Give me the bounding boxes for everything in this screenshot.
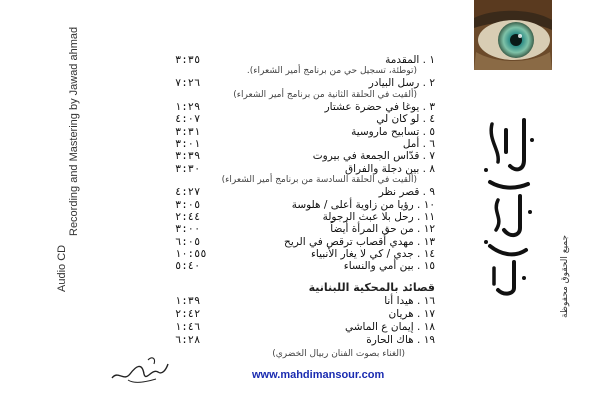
track-note: (ألقيت في الحلقة الثانية من برنامج أمير الشعراء) [233, 89, 417, 100]
track-duration: ٥:٤٠ [175, 260, 201, 273]
track-row [175, 77, 435, 89]
eye-artwork [474, 0, 552, 70]
track-row [175, 101, 435, 113]
track-title: ١٥ . بين أمي والنساء [343, 260, 435, 273]
track-row [175, 199, 435, 211]
track-duration: ١:٣٩ [175, 294, 201, 307]
track-duration: ٧:٢٦ [175, 77, 201, 90]
track-row [175, 260, 435, 272]
track-title: ٣ . يوغا في حضرة عشتار [324, 100, 435, 113]
track-note: (ألقيت في الحلقة السادسة من برنامج أمير الشعراء) [221, 175, 417, 186]
track-title: ٧ . قدّاس الجمعة في بيروت [312, 150, 435, 163]
track-duration: ٣:٣٠ [175, 162, 201, 175]
track-row [175, 295, 435, 308]
track-duration: ٣:٠٠ [175, 223, 201, 236]
track-note: (توطئة، تسجيل حي من برنامج أمير الشعراء). [246, 66, 417, 77]
spine-credit: Recording and Mastering by Jawad ahmad [68, 26, 80, 236]
track-list [175, 54, 435, 359]
track-title: ٢ . رسل البيادر [368, 77, 435, 90]
track-duration: ١٠:٥٥ [175, 248, 207, 261]
track-title: ٥ . تسابيح ماروسية [351, 125, 435, 138]
rights-reserved-text: جميع الحقوق محفوظة [560, 234, 570, 318]
signature-image [108, 352, 172, 386]
track-title: ١٩ . هاك الحارة [366, 333, 435, 346]
track-title: ٨ . بين دجلة والفراق [344, 162, 435, 175]
track-row [175, 150, 435, 162]
track-row [175, 223, 435, 235]
spine-audio-label: Audio CD [56, 244, 68, 292]
track-row [175, 248, 435, 260]
track-duration: ١:٤٦ [175, 320, 201, 333]
track-duration: ٢:٤٤ [175, 210, 201, 223]
track-title: ١٧ . هريان [388, 307, 435, 320]
track-title: ١٤ . جدي / كي لا يغار الأنبياء [310, 248, 435, 261]
track-title: ١٢ . من حق المرأة أيضاً [330, 223, 435, 236]
track-duration: ٣:٣٩ [175, 150, 201, 163]
track-duration: ٣:٣٥ [175, 54, 201, 66]
track-title: ٦ . أمل [402, 137, 435, 150]
track-title: ١٨ . إيمان ع الماشي [345, 320, 435, 333]
track-title: ١٦ . هيدا أنا [384, 294, 435, 307]
track-duration: ٣:٣١ [175, 125, 201, 138]
track-row [175, 321, 435, 334]
website-link[interactable]: www.mahdimansour.com [252, 369, 385, 381]
track-duration: ٦:٢٨ [175, 333, 201, 346]
calligraphy-title-image [470, 100, 548, 300]
track-duration: ١:٢٩ [175, 100, 201, 113]
section-note: (الغناء بصوت الفنان ربيال الخضري) [272, 348, 405, 359]
track-title: ٩ . قصر نظر [378, 186, 435, 199]
track-duration: ٣:٠١ [175, 137, 201, 150]
track-row [175, 211, 435, 223]
track-duration: ٤:٠٧ [175, 113, 201, 126]
track-row [175, 236, 435, 248]
track-row [175, 186, 435, 198]
track-row [175, 138, 435, 150]
section-title: قصائد بالمحكية اللبنانية [308, 280, 435, 294]
track-duration: ٢:٤٢ [175, 307, 201, 320]
track-row [175, 126, 435, 138]
track-duration: ٤:٢٧ [175, 186, 201, 199]
track-row [175, 334, 435, 347]
track-title: ١٣ . مهدي أقصاب ترقص في الريح [284, 235, 435, 248]
track-row [175, 54, 435, 66]
track-title: ٤ . لو كان لي [376, 113, 435, 126]
track-row [175, 113, 435, 125]
track-row [175, 163, 435, 175]
track-title: ١ . المقدمة [385, 54, 435, 66]
track-title: ١٠ . رؤيا من زاوية أعلى / هلوسة [291, 198, 435, 211]
track-duration: ٦:٠٥ [175, 235, 201, 248]
track-row [175, 308, 435, 321]
track-duration: ٣:٠٥ [175, 198, 201, 211]
track-title: ١١ . رحل بلا عبث الرجولة [322, 210, 435, 223]
